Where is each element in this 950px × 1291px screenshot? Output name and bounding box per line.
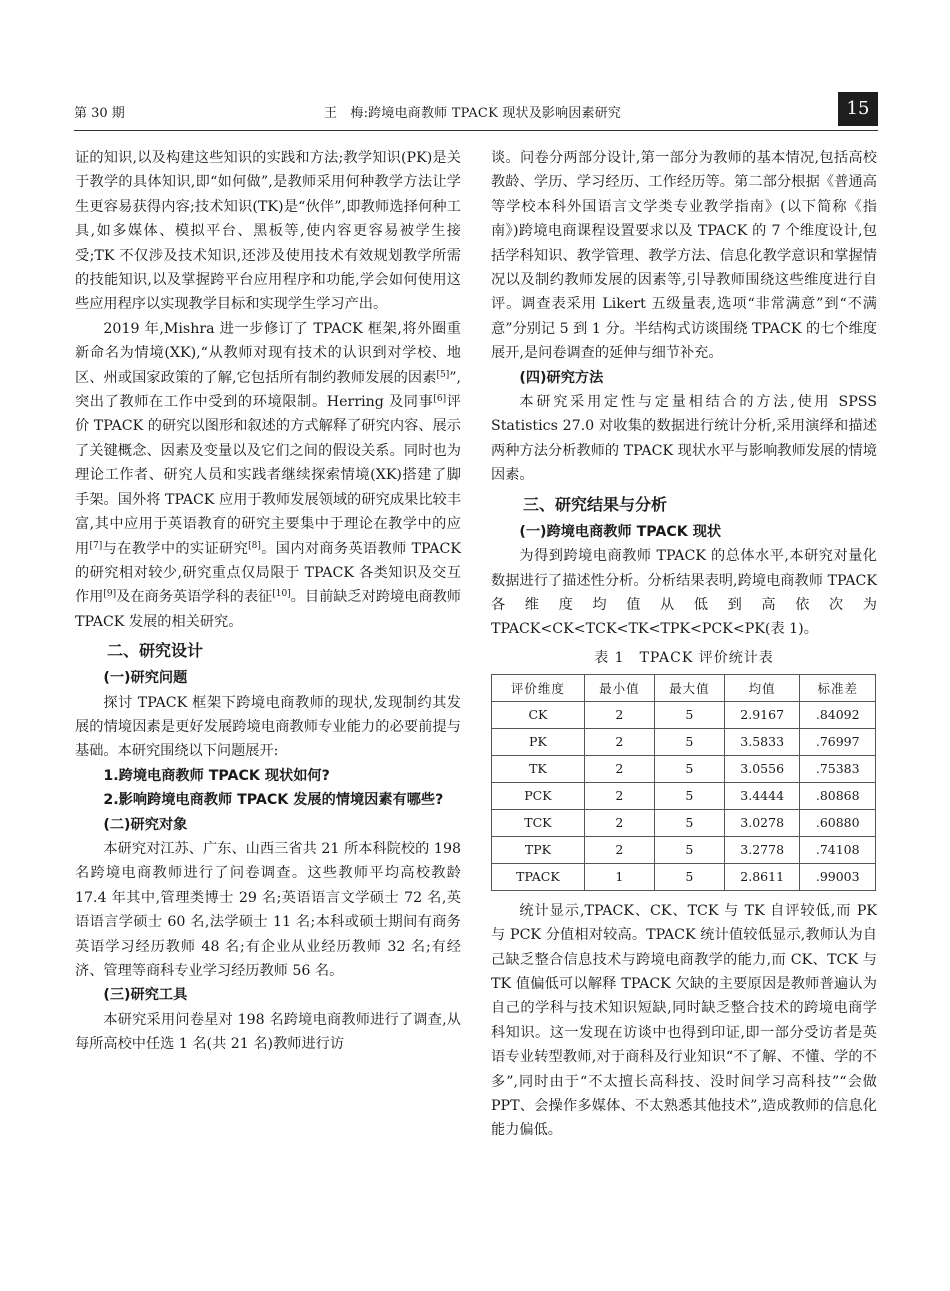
- paragraph-tools: 本研究采用问卷星对 198 名跨境电商教师进行了调查,从每所高校中任选 1 名(共 21 名)教师进行访: [75, 1011, 461, 1053]
- text-run: 与在教学中的实证研究: [102, 540, 249, 557]
- question-1: 1.跨境电商教师 TPACK 现状如何?: [103, 767, 330, 784]
- section-heading-results: 三、研究结果与分析: [523, 494, 668, 514]
- table-cell: PCK: [492, 782, 585, 809]
- table-cell: 3.2778: [724, 836, 800, 863]
- table-cell: CK: [492, 701, 585, 728]
- table-cell: TPACK: [492, 863, 585, 890]
- subheading-questions: (一)研究问题: [103, 670, 188, 687]
- table-cell: 2.9167: [724, 701, 800, 728]
- citation: [8]: [248, 540, 261, 551]
- table-cell: 3.0556: [724, 755, 800, 782]
- table-row: [492, 863, 876, 890]
- table-header-row: [492, 674, 876, 701]
- text-run: ”,突出了教师在工作中受到的环境限制。Herring 及同事: [75, 369, 461, 411]
- table-cell: 2.8611: [724, 863, 800, 890]
- table-cell: 5: [654, 836, 724, 863]
- table-row: [492, 782, 876, 809]
- table-cell: 1: [584, 863, 654, 890]
- question-2: 2.影响跨境电商教师 TPACK 发展的情境因素有哪些?: [103, 792, 444, 809]
- running-title: 王 梅:跨境电商教师 TPACK 现状及影响因素研究: [324, 106, 622, 121]
- table-cell: TCK: [492, 809, 585, 836]
- text-run: 。目前缺乏对跨境电商教师 TPACK 发展的相关研究。: [75, 589, 461, 630]
- table-header-cell: 评价维度: [492, 674, 585, 701]
- paragraph-analysis: 统计显示,TPACK、CK、TCK 与 TK 自评较低,而 PK 与 PCK 分值相对较高。TPACK 统计值较低显示,教师认为自己缺乏整合信息技术与跨境电商教学的能力,而 CK、TCK 与 TK 值偏低可以解释 TPACK 欠缺的主要原因是教师普遍认为自己的学科与技术知识短缺,同时缺乏整合技术的跨境电商学科知识。这一发现在访谈中也得到印证,即一部分受访者是英语专业转型教师,对于商科及行业知识“不了解、不懂、学的不多”,同时由于“不太擅长高科技、没时间学习高科技”“会做 PPT、会操作多媒体、不太熟悉其他技术”,造成教师的信息化能力偏低。: [491, 902, 877, 1139]
- issue-number: 第 30 期: [74, 106, 125, 121]
- citation: [10]: [272, 589, 291, 600]
- table-cell: .60880: [800, 809, 876, 836]
- table-cell: 2: [584, 782, 654, 809]
- paragraph-questions: 探讨 TPACK 框架下跨境电商教师的现状,发现制约其发展的情境因素是更好发展跨境电商教师专业能力的必要前提与基础。本研究围绕以下问题展开:: [75, 694, 461, 760]
- table-cell: 3.0278: [724, 809, 800, 836]
- table-spacer: [491, 891, 877, 899]
- subheading-tools: (三)研究工具: [103, 987, 188, 1004]
- table-cell: TK: [492, 755, 585, 782]
- table-cell: 2: [584, 836, 654, 863]
- text-run: 。国内对商务英语教师 TPACK 的研究相对较少,研究重点仅局限于 TPACK 各类知识及交互作用: [75, 540, 461, 606]
- page-number: 15: [838, 92, 878, 126]
- table-cell: .76997: [800, 728, 876, 755]
- subheading-methods: (四)研究方法: [519, 369, 604, 386]
- table-header-cell: 最小值: [584, 674, 654, 701]
- table-cell: .80868: [800, 782, 876, 809]
- table-cell: 5: [654, 863, 724, 890]
- table-cell: 5: [654, 701, 724, 728]
- right-column: [491, 146, 877, 1143]
- table-cell: 3.4444: [724, 782, 800, 809]
- text-run: 评价 TPACK 的研究以图形和叙述的方式解释了研究内容、展示了关键概念、因素及变量以及它们之间的假设关系。同时也为理论工作者、研究人员和实践者继续探索情境(XK)搭建了脚手架。国外将 TPACK 应用于教师发展领域的研究成果比较丰富,其中应用于英语教育的研究主要集中于理论在教学中的应用: [75, 394, 461, 557]
- table-row: [492, 809, 876, 836]
- table-cell: .75383: [800, 755, 876, 782]
- tpack-stats-table: [491, 674, 876, 891]
- table-header-cell: 最大值: [654, 674, 724, 701]
- subheading-status: (一)跨境电商教师 TPACK 现状: [519, 523, 722, 540]
- table-header-cell: 标准差: [800, 674, 876, 701]
- text-run: 2019 年,Mishra 进一步修订了 TPACK 框架,将外圈重新命名为情境(XK),“从教师对现有技术的认识到对学校、地区、州或国家政策的了解,它包括所有制约教师发展的因素: [75, 320, 461, 386]
- table-cell: 5: [654, 782, 724, 809]
- paragraph-subjects: 本研究对江苏、广东、山西三省共 21 所本科院校的 198 名跨境电商教师进行了问卷调查。这些教师平均高校教龄 17.4 年其中,管理类博士 29 名;英语语言文学硕士 72 名,英语语言学硕士 60 名,法学硕士 11 名;本科或硕士期间有商务英语学习经历教师 48 名;有企业从业经历教师 32 名;有经济、管理等商科专业学习经历教师 56 名。: [75, 840, 461, 979]
- table-cell: PK: [492, 728, 585, 755]
- subheading-subjects: (二)研究对象: [103, 816, 188, 833]
- table-caption: 表 1 TPACK 评价统计表: [594, 649, 774, 666]
- paragraph-methods: 本研究采用定性与定量相结合的方法,使用 SPSS Statistics 27.0 对收集的数据进行统计分析,采用演绎和描述两种方法分析教师的 TPACK 现状水平与影响教师发展的情境因素。: [491, 394, 877, 484]
- citation: [5]: [436, 369, 450, 380]
- paragraph-status: 为得到跨境电商教师 TPACK 的总体水平,本研究对量化数据进行了描述性分析。分析结果表明,跨境电商教师 TPACK 各维度均值从低到高依次为TPACK<CK<TCK<TK<TPK<PCK<PK(表 1)。: [491, 548, 877, 638]
- page-header: [74, 90, 878, 130]
- table-row: [492, 836, 876, 863]
- section-heading-design: 二、研究设计: [107, 641, 204, 661]
- table-cell: .84092: [800, 701, 876, 728]
- table-cell: TPK: [492, 836, 585, 863]
- table-row: [492, 701, 876, 728]
- table-header-cell: 均值: [724, 674, 800, 701]
- table-cell: 2: [584, 809, 654, 836]
- citation: [6]: [433, 394, 447, 405]
- table-cell: 3.5833: [724, 728, 800, 755]
- table-cell: 5: [654, 809, 724, 836]
- citation: [7]: [89, 540, 103, 551]
- table-cell: 2: [584, 728, 654, 755]
- paragraph-tools-continued: 谈。问卷分两部分设计,第一部分为教师的基本情况,包括高校教龄、学历、学习经历、工作经历等。第二部分根据《普通高等学校本科外国语言文学类专业教学指南》(以下简称《指南》)跨境电商课程设置要求以及 TPACK 的 7 个维度设计,包括学科知识、教学管理、教学方法、信息化教学意识和掌握情况以及制约教师发展的因素等,引导教师围绕这些维度进行自评。调查表采用 Likert 五级量表,选项“非常满意”到“不满意”分别记 5 到 1 分。半结构式访谈围绕 TPACK 的七个维度展开,是问卷调查的延伸与细节补充。: [491, 150, 877, 362]
- table-cell: 2: [584, 701, 654, 728]
- table-cell: 5: [654, 728, 724, 755]
- table-cell: .74108: [800, 836, 876, 863]
- table-row: [492, 755, 876, 782]
- paragraph-knowledge-types: 证的知识,以及构建这些知识的实践和方法;教学知识(PK)是关于教学的具体知识,即“如何做”,是教师采用何种教学方法让学生更容易获得内容;技术知识(TK)是“伙伴”,即教师选择何种工具,如多媒体、模拟平台、黑板等,使内容更容易被学生接受;TK 不仅涉及技术知识,还涉及使用技术有效规划教学所需的技能知识,以及掌握跨平台应用程序和功能,学会如何使用这些应用程序以实现教学目标和实现学生学习产出。: [75, 150, 461, 313]
- header-rule: [74, 130, 878, 131]
- table-cell: 2: [584, 755, 654, 782]
- paragraph-mishra: [75, 317, 461, 634]
- table-cell: .99003: [800, 863, 876, 890]
- left-column: [75, 146, 461, 1057]
- table-cell: 5: [654, 755, 724, 782]
- text-run: 及在商务英语学科的表征: [116, 589, 273, 606]
- table-row: [492, 728, 876, 755]
- citation: [9]: [103, 589, 117, 600]
